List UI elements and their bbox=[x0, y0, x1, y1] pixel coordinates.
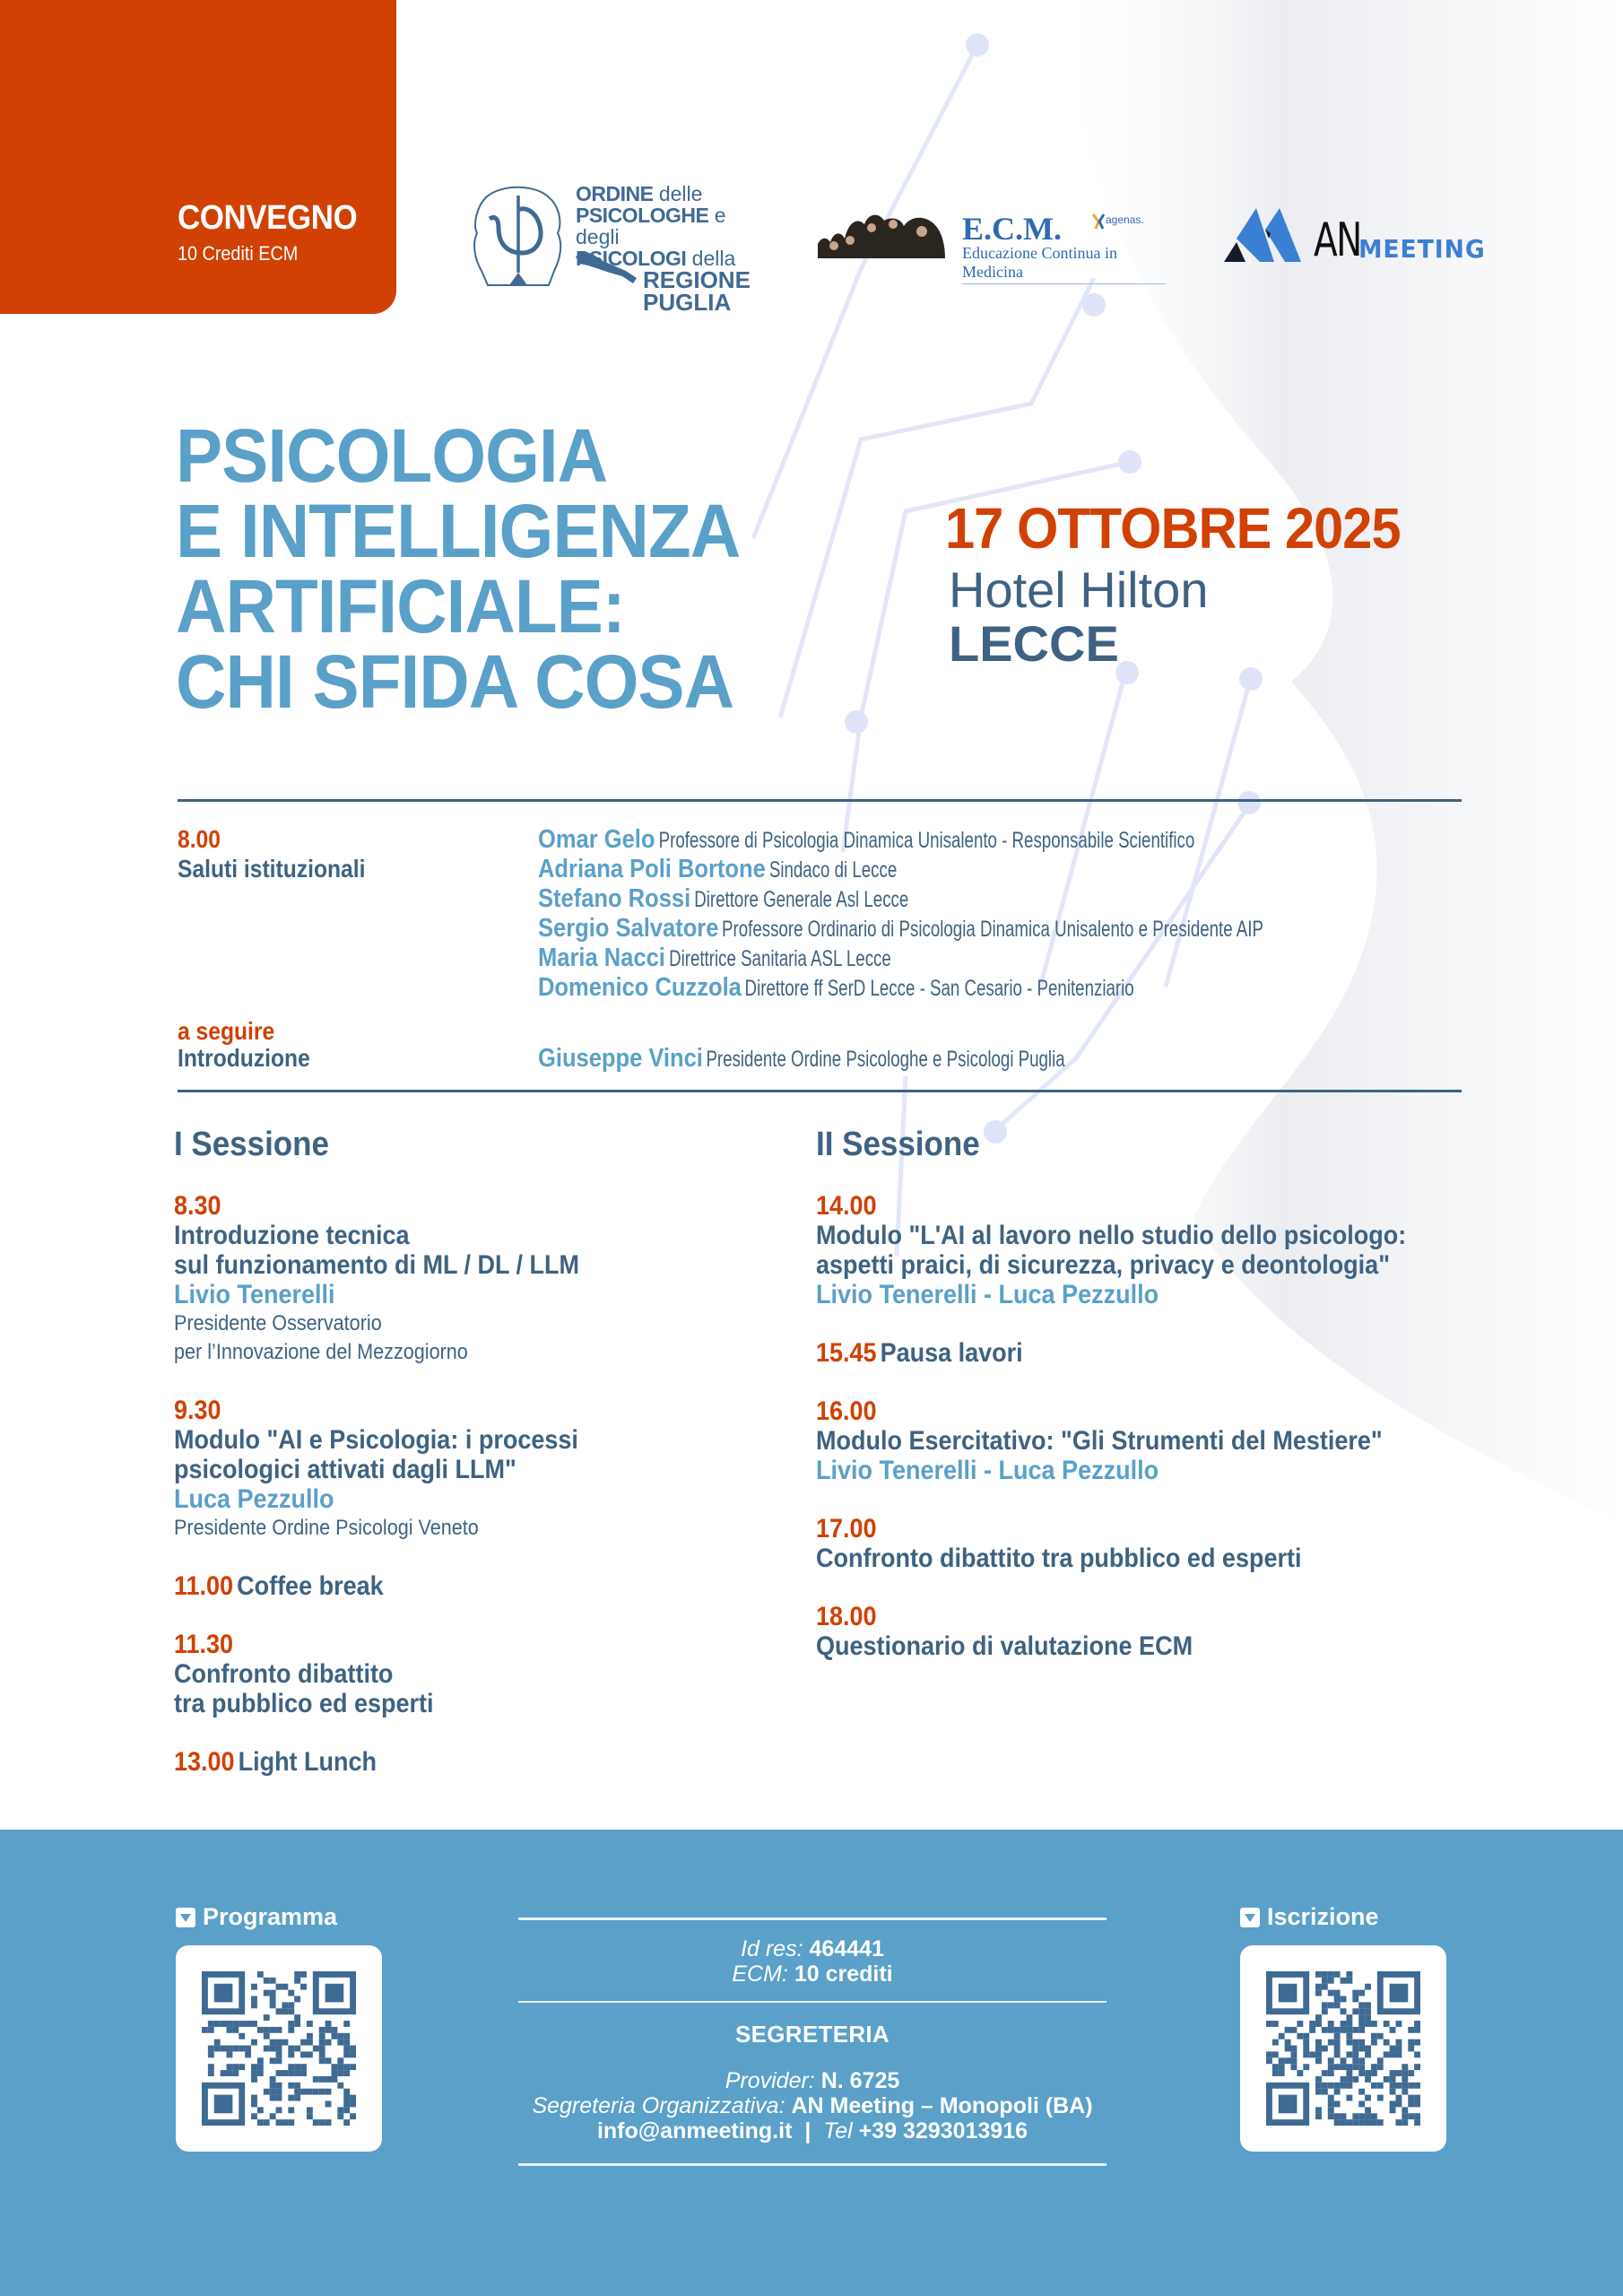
iscrizione-qr-block bbox=[1240, 1903, 1446, 2152]
divider bbox=[178, 799, 1462, 802]
title-line: CHI SFIDA COSA bbox=[176, 639, 734, 724]
divider bbox=[178, 1090, 1462, 1092]
ordine-psicologi-logo bbox=[468, 179, 773, 316]
triangle-down-icon bbox=[1240, 1908, 1260, 1927]
session-title: I Sessione bbox=[174, 1126, 329, 1163]
opening-label: Saluti istituzionali bbox=[178, 855, 366, 883]
programma-heading: Programma bbox=[176, 1903, 382, 1931]
ecm-logo bbox=[814, 204, 1168, 281]
speaker-row: Domenico Cuzzola Direttore ff SerD Lecce - San Cesario - Penitenziario bbox=[538, 973, 1134, 1002]
iscrizione-heading: Iscrizione bbox=[1240, 1903, 1446, 1931]
divider bbox=[518, 2163, 1107, 2166]
speaker-row: Stefano Rossi Direttore Generale Asl Lecce bbox=[538, 884, 909, 913]
agenda-item: 11.30 Confronto dibattito tra pubblico ed esperti bbox=[174, 1630, 434, 1718]
speaker-row: Adriana Poli Bortone Sindaco di Lecce bbox=[538, 855, 898, 883]
title-line: PSICOLOGIA bbox=[176, 413, 608, 498]
event-type-badge bbox=[0, 0, 396, 314]
meeting-logo-text: MEETING bbox=[1358, 234, 1486, 264]
footer bbox=[0, 1830, 1623, 2296]
agenda-item: 9.30 Modulo "AI e Psicologia: i processi psicologici attivati dagli LLM" Luca Pezzullo Presidente Ordine Psicologi Veneto bbox=[174, 1396, 838, 1543]
session-title: II Sessione bbox=[816, 1126, 980, 1163]
followup-label: Introduzione bbox=[178, 1044, 310, 1072]
agenda-item: 15.45 Pausa lavori bbox=[816, 1338, 1023, 1368]
anatomy-lesson-painting-icon bbox=[814, 204, 949, 262]
iscrizione-qr-code[interactable] bbox=[1240, 1945, 1446, 2152]
speaker-name: Luca Pezzullo bbox=[174, 1484, 334, 1514]
opening-section bbox=[178, 825, 1469, 1080]
psi-emblem-icon bbox=[468, 179, 568, 292]
qr-code-icon bbox=[1266, 1971, 1420, 2126]
segreteria-title: SEGRETERIA bbox=[734, 2021, 890, 2048]
organizer-line: Segreteria Organizzativa: AN Meeting – Monopoli (BA) bbox=[532, 2093, 1093, 2118]
speaker-name: Livio Tenerelli - Luca Pezzullo bbox=[816, 1280, 1159, 1309]
ecm-credits-line: ECM: 10 crediti bbox=[732, 1961, 893, 1987]
phone-link[interactable]: +39 3293013916 bbox=[858, 2118, 1028, 2144]
agenda-item: 11.00 Coffee break bbox=[174, 1571, 384, 1601]
agenda-item: 14.00 Modulo "L'AI al lavoro nello studio dello psicologo: aspetti praici, di sicurezza, privacy e deontologia" Livio Tenerelli - Luca Pezzullo bbox=[816, 1191, 1480, 1309]
speaker-row: Maria Nacci Direttrice Sanitaria ASL Lecce bbox=[538, 944, 891, 972]
programma-qr-code[interactable] bbox=[176, 1945, 382, 2152]
event-title bbox=[176, 413, 810, 724]
title-line: ARTIFICIALE: bbox=[176, 564, 625, 648]
agenas-mark-icon bbox=[1092, 213, 1105, 230]
event-info bbox=[518, 1918, 1107, 2166]
email-link[interactable]: info@anmeeting.it bbox=[596, 2118, 793, 2144]
opening-time: 8.00 bbox=[178, 825, 221, 853]
ordine-logo-text: ORDINE delle PSICOLOGHE e degli PSICOLOGI della REGIONE PUGLIA bbox=[576, 182, 751, 316]
ecm-title: E.C.M. bbox=[962, 211, 1062, 247]
session-2 bbox=[816, 1126, 1480, 1690]
badge-subtitle: 10 Crediti ECM bbox=[178, 242, 299, 265]
event-venue bbox=[949, 563, 1208, 671]
provider-line: Provider: N. 6725 bbox=[725, 2068, 900, 2093]
badge-title: CONVEGNO bbox=[178, 199, 358, 237]
an-meeting-logo bbox=[1224, 206, 1486, 269]
puglia-map-icon bbox=[574, 249, 640, 285]
qr-code-icon bbox=[202, 1971, 356, 2126]
an-meeting-mark-icon bbox=[1224, 206, 1314, 264]
agenda-item: 8.30 Introduzione tecnica sul funzionamento di ML / DL / LLM Livio Tenerelli Presidente Osservatorio per l’Innovazione del Mezzogiorno bbox=[174, 1191, 838, 1367]
speaker-row: Giuseppe Vinci Presidente Ordine Psicologhe e Psicologi Puglia bbox=[538, 1044, 1066, 1073]
an-logo-text: AN bbox=[1314, 213, 1361, 267]
speaker-row: Omar Gelo Professore di Psicologia Dinamica Unisalento - Responsabile Scientifico bbox=[538, 825, 1195, 854]
id-res-line: Id res: 464441 bbox=[741, 1935, 884, 1961]
speaker-row: Sergio Salvatore Professore Ordinario di Psicologia Dinamica Unisalento e Presidente AIP bbox=[538, 914, 1264, 943]
session-1 bbox=[174, 1126, 838, 1805]
venue-city: LECCE bbox=[949, 615, 1119, 672]
venue-name: Hotel Hilton bbox=[949, 561, 1209, 618]
agenda-item: 16.00 Modulo Esercitativo: "Gli Strumenti del Mestiere" Livio Tenerelli - Luca Pezzullo bbox=[816, 1396, 1480, 1485]
agenas-label: agenas. bbox=[1106, 213, 1144, 226]
agenda-item: 18.00 Questionario di valutazione ECM bbox=[816, 1602, 1193, 1661]
agenda-item: 13.00 Light Lunch bbox=[174, 1747, 378, 1777]
title-line: E INTELLIGENZA bbox=[176, 489, 741, 573]
agenda-item: 17.00 Confronto dibattito tra pubblico ed esperti bbox=[816, 1514, 1302, 1573]
speaker-name: Livio Tenerelli bbox=[174, 1280, 335, 1309]
triangle-down-icon bbox=[176, 1908, 195, 1927]
divider bbox=[518, 2001, 1107, 2004]
programma-qr-block bbox=[176, 1903, 382, 2152]
contact-line: info@anmeeting.it | Tel +39 3293013916 bbox=[596, 2118, 1028, 2144]
event-date: 17 OTTOBRE 2025 bbox=[945, 496, 1401, 561]
speaker-name: Livio Tenerelli - Luca Pezzullo bbox=[816, 1456, 1159, 1485]
followup-time: a seguire bbox=[178, 1017, 275, 1045]
ecm-subtitle: Educazione Continua in Medicina bbox=[962, 244, 1166, 284]
